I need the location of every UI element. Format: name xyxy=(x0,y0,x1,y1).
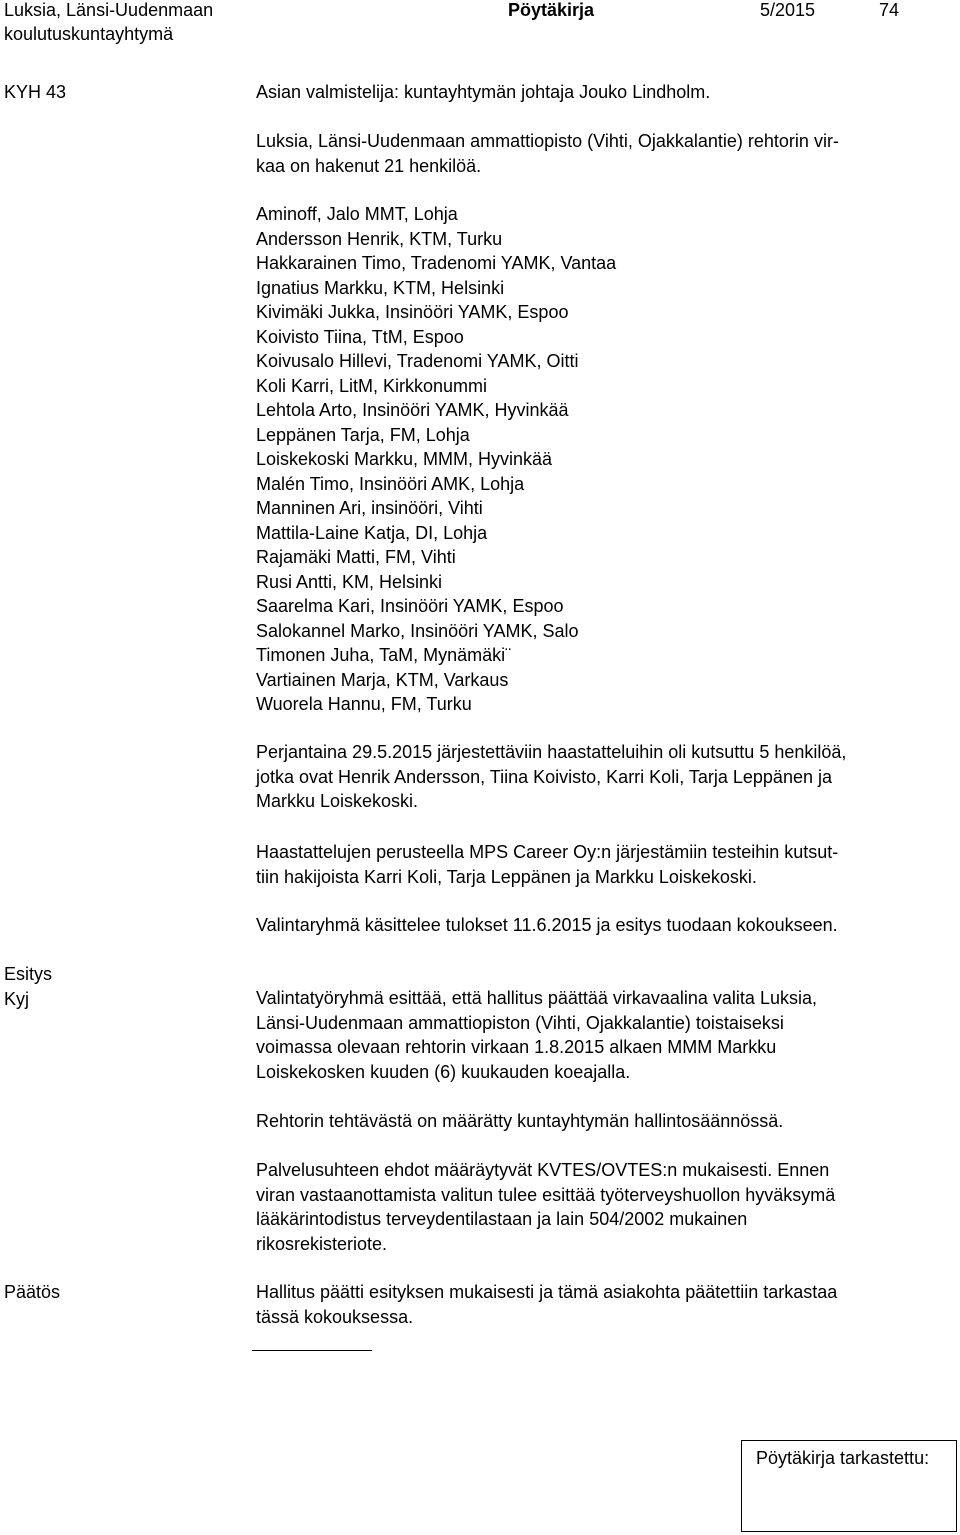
applicant-item: Vartiainen Marja, KTM, Varkaus xyxy=(256,669,509,690)
tests-paragraph: Haastattelujen perusteella MPS Career Oy:n järjestämiin testeihin kutsut- tiin hakijoista Karri Koli, Tarja Leppänen ja Markku Loiskekoski. xyxy=(256,842,839,887)
page-number: 74 xyxy=(879,0,900,20)
review-box xyxy=(741,1440,957,1532)
terms-paragraph: Palvelusuhteen ehdot määräytyvät KVTES/OVTES:n mukaisesti. Ennen viran vastaanottamista valitun tulee esittää työterveyshuollon hyväksymä lääkärintodistus terveydentilastaan ja lain 504/2002 mukainen rikosrekisteriote. xyxy=(256,1160,836,1254)
applicant-item: Koivusalo Hillevi, Tradenomi YAMK, Oitti xyxy=(256,351,579,371)
applicant-item: Rajamäki Matti, FM, Vihti xyxy=(256,547,456,567)
meeting-number: 5/2015 xyxy=(760,0,816,20)
results-paragraph: Valintaryhmä käsittelee tulokset 11.6.2015 ja esitys tuodaan kokoukseen. xyxy=(256,915,838,935)
interviews-paragraph: Perjantaina 29.5.2015 järjestettäviin haastatteluihin oli kutsuttu 5 henkilöä, jotka ovat Henrik Andersson, Tiina Koivisto, Karri Koli, Tarja Leppänen ja Markku Loiskekoski. xyxy=(256,742,847,811)
organization-name xyxy=(4,0,304,46)
applicant-item: Aminoff, Jalo MMT, Lohja xyxy=(256,204,458,224)
applicant-item: Hakkarainen Timo, Tradenomi YAMK, Vantaa xyxy=(256,253,617,273)
applicant-item: Kivimäki Jukka, Insinööri YAMK, Espoo xyxy=(256,302,569,322)
end-rule xyxy=(252,1350,372,1351)
review-label: Pöytäkirja tarkastettu: xyxy=(756,1448,930,1468)
proposal-paragraph: Valintatyöryhmä esittää, että hallitus päättää virkavaalina valita Luksia, Länsi-Uudenmaan ammattiopiston (Vihti, Ojakkalantie) toistaiseksi voimassa olevaan rehtorin virkaan 1.8.2015 alkaen MMM Markku Loiskekosken kuuden (6) kuukauden koeajalla. xyxy=(256,988,817,1082)
organization-name-line1: Luksia, Länsi-Uudenmaan xyxy=(4,0,214,20)
applicant-item: Mattila-Laine Katja, DI, Lohja xyxy=(256,522,488,543)
applicant-item: Leppänen Tarja, FM, Lohja xyxy=(256,424,470,445)
applicant-item: Salokannel Marko, Insinööri YAMK, Salo xyxy=(256,620,579,641)
duties-paragraph: Rehtorin tehtävästä on määrätty kuntayhtymän hallintosäännössä. xyxy=(256,1111,784,1131)
applicant-item: Timonen Juha, TaM, Mynämäki¨ xyxy=(256,645,512,665)
applicant-item: Koli Karri, LitM, Kirkkonummi xyxy=(256,375,488,396)
proposal-label: Esitys Kyj xyxy=(4,964,53,1009)
decision-label: Päätös xyxy=(4,1282,61,1302)
organization-name-line2: koulutuskuntayhtymä xyxy=(4,24,174,44)
applications-paragraph: Luksia, Länsi-Uudenmaan ammattiopisto (Vihti, Ojakkalantie) rehtorin vir- kaa on hakenut 21 henkilöä. xyxy=(256,131,839,176)
applicant-item: Saarelma Kari, Insinööri YAMK, Espoo xyxy=(256,596,564,616)
applicant-item: Lehtola Arto, Insinööri YAMK, Hyvinkää xyxy=(256,400,569,420)
preparer-line: Asian valmistelija: kuntayhtymän johtaja Jouko Lindholm. xyxy=(256,82,711,102)
applicant-item: Ignatius Markku, KTM, Helsinki xyxy=(256,277,505,298)
section-id: KYH 43 xyxy=(4,82,67,102)
applicant-item: Wuorela Hannu, FM, Turku xyxy=(256,694,472,714)
applicant-item: Andersson Henrik, KTM, Turku xyxy=(256,228,503,249)
applicant-item: Koivisto Tiina, TtM, Espoo xyxy=(256,326,464,347)
document-type: Pöytäkirja xyxy=(508,0,595,20)
decision-paragraph: Hallitus päätti esityksen mukaisesti ja tämä asiakohta päätettiin tarkastaa tässä kokouksessa. xyxy=(256,1282,838,1327)
applicant-item: Manninen Ari, insinööri, Vihti xyxy=(256,498,483,518)
applicant-item: Rusi Antti, KM, Helsinki xyxy=(256,571,443,592)
applicant-item: Malén Timo, Insinööri AMK, Lohja xyxy=(256,473,525,494)
applicant-item: Loiskekoski Markku, MMM, Hyvinkää xyxy=(256,449,553,469)
applicant-list xyxy=(256,202,616,717)
